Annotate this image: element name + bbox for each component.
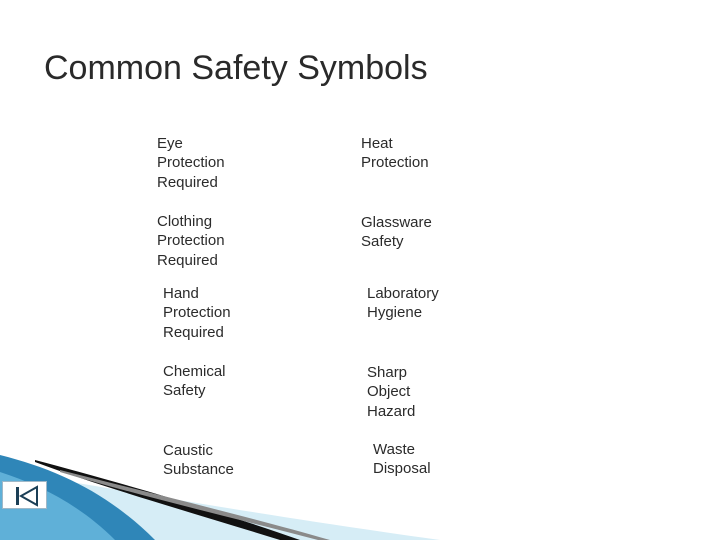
first-slide-icon	[3, 482, 48, 510]
first-slide-button[interactable]	[2, 481, 47, 509]
symbol-label-caustic-substance: Caustic Substance	[163, 442, 234, 479]
symbol-label-glassware-safety: Glassware Safety	[361, 214, 432, 251]
symbol-label-heat-protection: Heat Protection	[361, 135, 429, 172]
symbol-label-clothing-protection: Clothing Protection Required	[157, 213, 225, 269]
symbol-label-waste-disposal: Waste Disposal	[373, 441, 431, 478]
slide-title: Common Safety Symbols	[44, 49, 428, 87]
symbol-label-sharp-object-hazard: Sharp Object Hazard	[367, 364, 416, 420]
symbol-label-hand-protection: Hand Protection Required	[163, 285, 231, 341]
symbol-label-laboratory-hygiene: Laboratory Hygiene	[367, 285, 439, 322]
symbol-label-eye-protection: Eye Protection Required	[157, 135, 225, 191]
symbol-label-chemical-safety: Chemical Safety	[163, 363, 226, 400]
